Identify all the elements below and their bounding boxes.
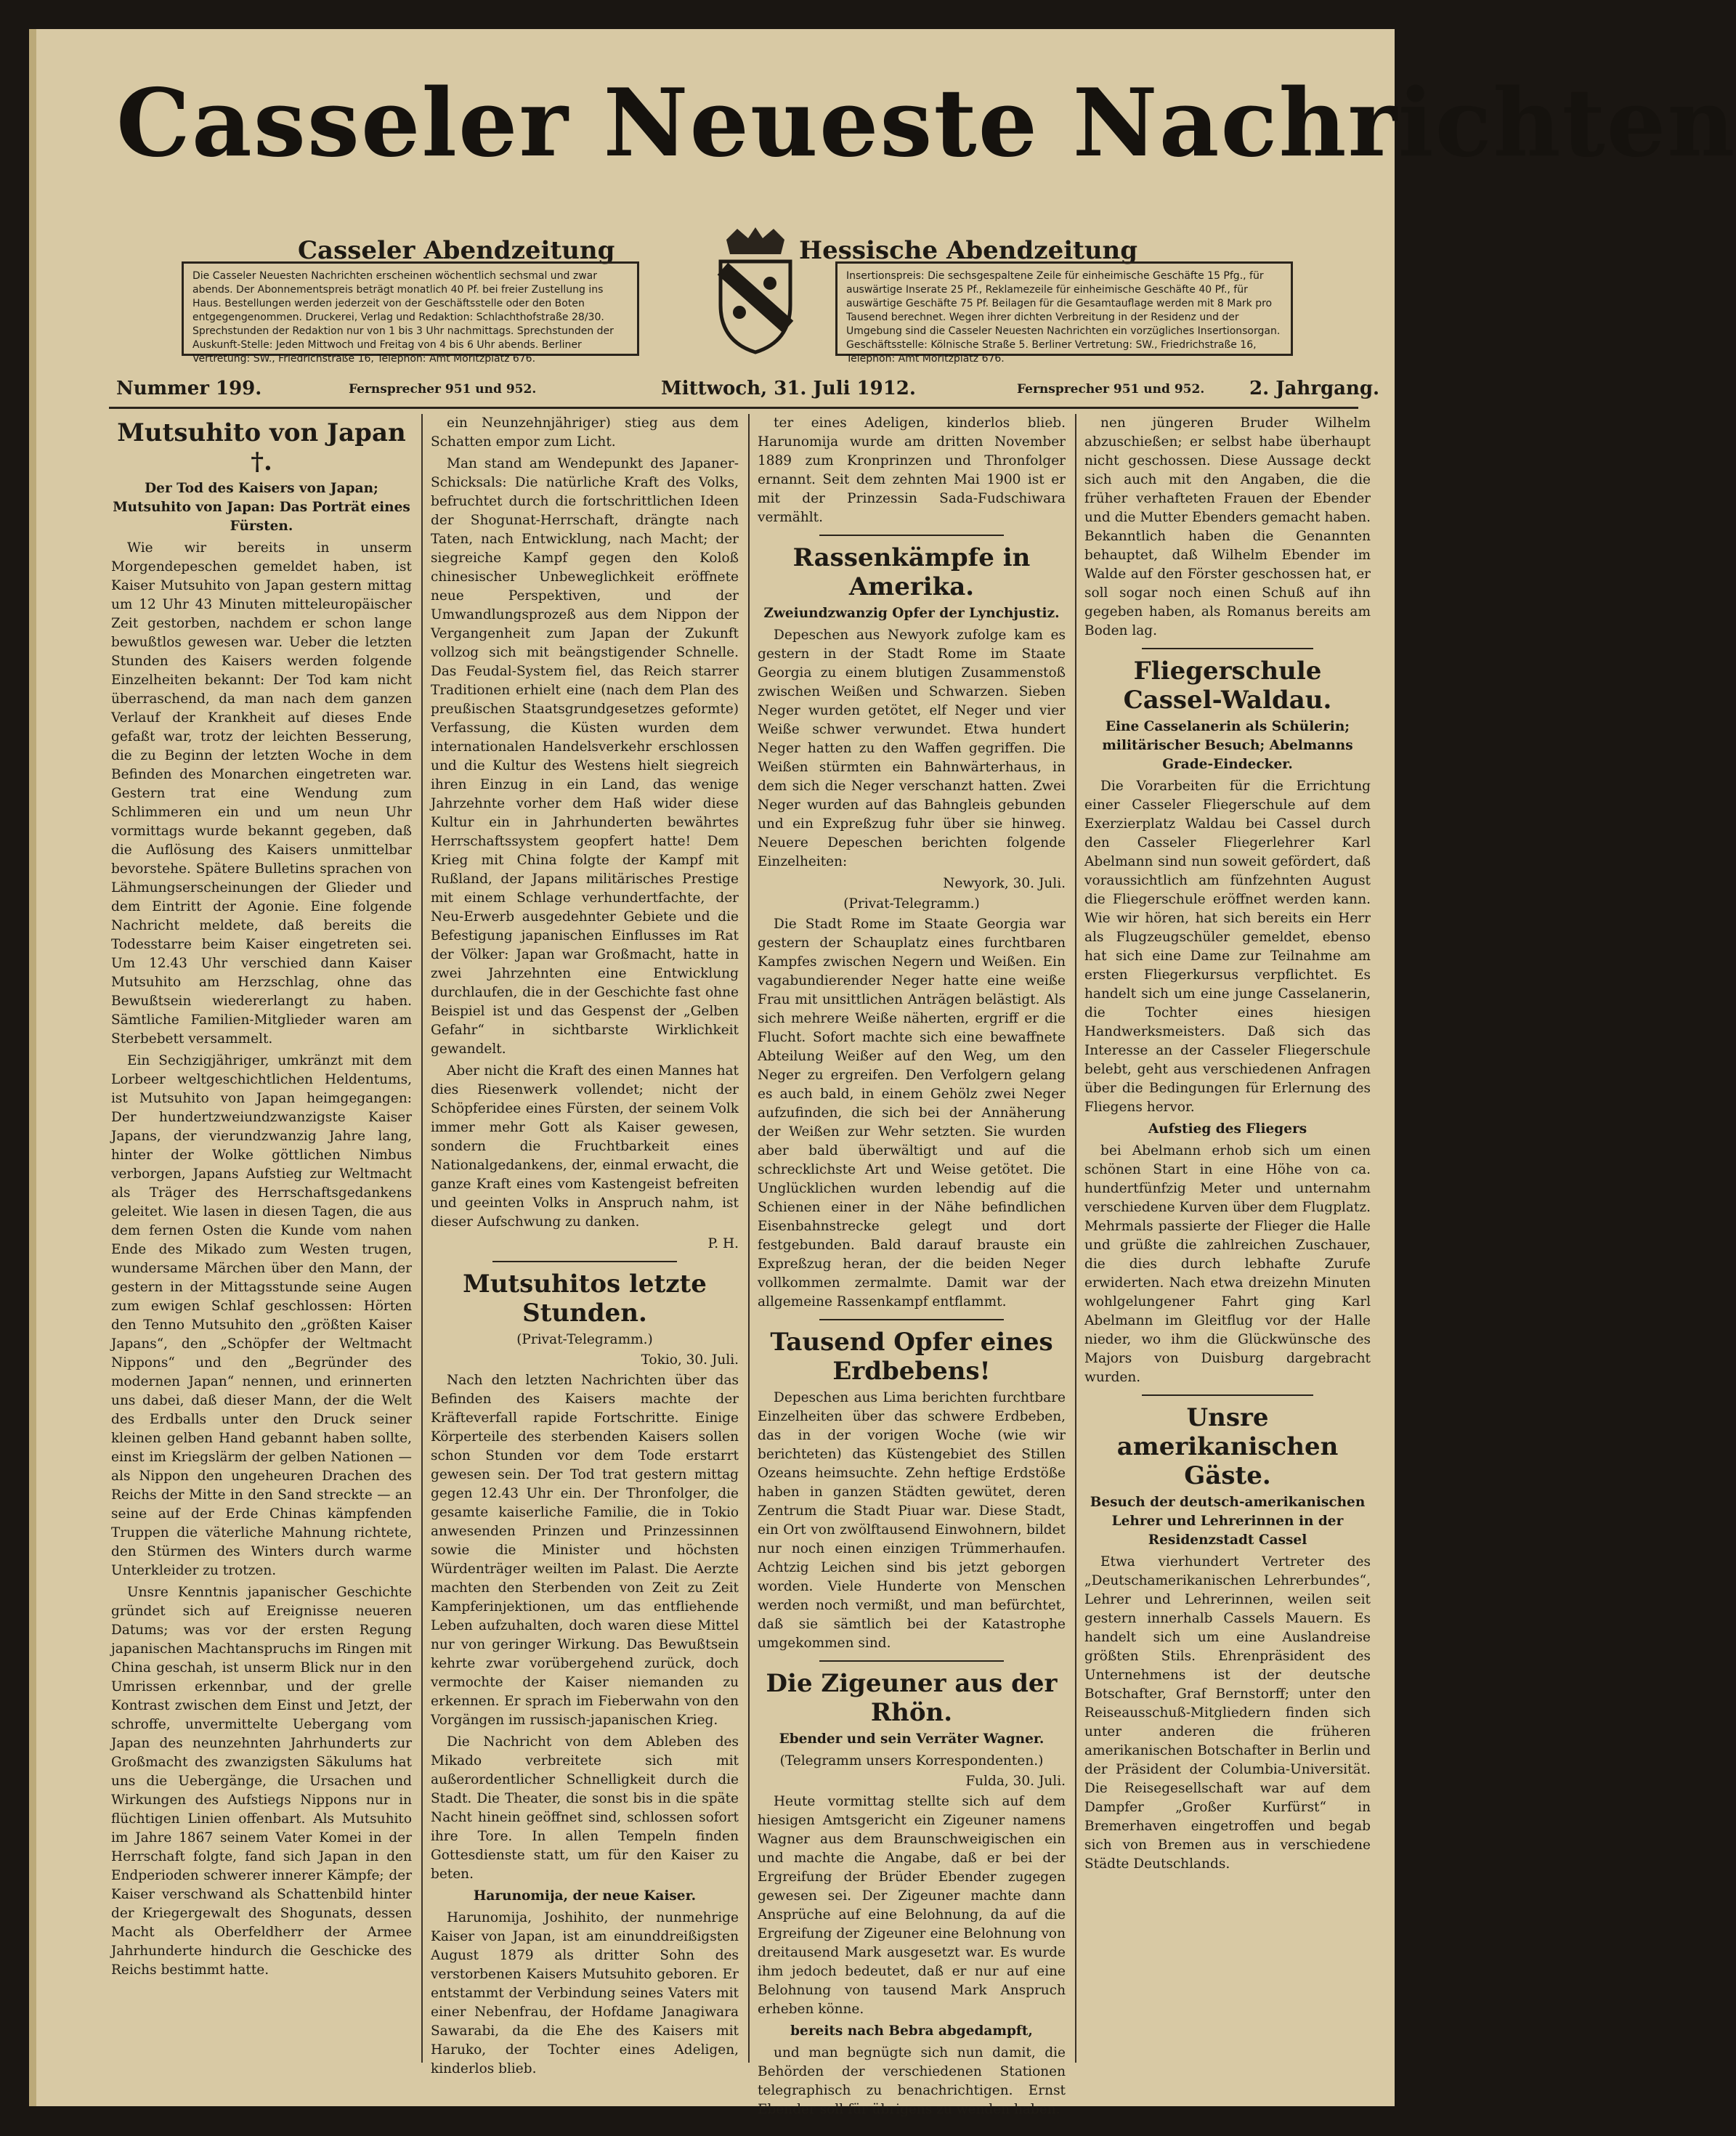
telegram-note: (Privat-Telegramm.) [843, 896, 980, 911]
article-paragraph: Die Nachricht von dem Ableben des Mikado verbreitete sich mit außerordentlicher Schnelligkeit durch die Stadt. Die Theater, die sonst bis in die späte Nacht hinein geöffnet sind, schlossen sofort ihre Tore. In allen Tempeln finden Gottesdienste statt, um für den Kaiser zu beten. [431, 1734, 739, 1882]
column-rule [748, 414, 750, 2063]
article-paragraph: Die Vorarbeiten für die Errichtung einer Casseler Fliegerschule auf dem Exerzierplatz Waldau bei Cassel durch den Casseler Fliegerlehrer Karl Abelmann sind nun soweit gefördert, daß voraussichtlich am fünfzehnten August die Fliegerschule eröffnet werden kann. Wie wir hören, hat sich bereits ein Herr als Flugzeugschüler gemeldet, ebenso hat sich eine Dame zur Teilnahme am ersten Fliegerkursus verpflichtet. Es handelt sich um eine junge Casselanerin, die Tochter eines hiesigen Handwerksmeisters. Daß sich das Interesse an der Casseler Fliegerschule belebt, geht aus verschiedenen Anfragen über die Bedingungen für Erlernung des Fliegens hervor. [1084, 779, 1371, 1115]
article-paragraph: Harunomija, Joshihito, der nunmehrige Kaiser von Japan, ist am einunddreißigsten August 1879 als dritter Sohn des verstorbenen Kaisers Mutsuhito geboren. Er entstammt der Verbindung seines Vaters mit einer Nebenfrau, der Hofdame Janagiwara Sawarabi, da die Ehe des Kaisers mit Haruko, der Tochter eines Adeligen, kinderlos blieb. [431, 1910, 739, 2076]
headline-american-guests: Unsre amerikanischen Gäste. [1116, 1403, 1339, 1490]
issue-line [109, 370, 1380, 409]
column-3 [752, 414, 1071, 2117]
article-signature: P. H. [707, 1236, 739, 1251]
deck-gypsies: Ebender und sein Verräter Wagner. [779, 1731, 1045, 1747]
issue-number: Nummer 199. [116, 378, 262, 399]
divider [1142, 648, 1313, 649]
article-paragraph: ter eines Adeligen, kinderlos blieb. Harunomija wurde am dritten November 1889 zum Kronprinzen und Thronfolger ernannt. Seit dem zehnten Mai 1900 ist er mit der Prinzessin Sada-Fudschiwara vermählt. [758, 415, 1066, 525]
headline-flying-school: Fliegerschule Cassel-Waldau. [1123, 657, 1332, 715]
article-paragraph: Aber nicht die Kraft des einen Mannes hat dies Riesenwerk vollendet; nicht der Schöpferidee eines Fürsten, der seinem Volk immer mehr Gott als Kaiser gewesen, sondern die Fruchtbarkeit eines Nationalgedankens, der, einmal erwacht, die ganze Kraft eines vom Kastengeist befreiten und geeinten Volks in Anspruch nahm, ist dieser Aufschwung zu danken. [431, 1063, 739, 1230]
issue-date: Mittwoch, 31. Juli 1912. [661, 378, 916, 399]
article-paragraph: Nach den letzten Nachrichten über das Befinden des Kaisers machte der Kräfteverfall rapide Fortschritte. Einige Körperteile des sterbenden Kaisers sollen schon Stunden vor dem Tode erstarrt gewesen sein. Der Tod trat gestern mittag gegen 12.43 Uhr ein. Der Thronfolger, die gesamte kaiserliche Familie, die in Tokio anwesenden Prinzen und Prinzessinnen sowie die Minister und höchsten Würdenträger weilten im Palast. Die Aerzte machten den Sterbenden von Zeit zu Zeit Kampferinjektionen, um das entfliehende Leben aufzuhalten, doch waren diese Mittel nur von geringer Wirkung. Das Bewußtsein kehrte zwar vorübergehend zurück, doch vermochte der Kaiser niemanden zu erkennen. Er sprach im Fieberwahn von den Vorgängen im russisch-japanischen Krieg. [431, 1373, 739, 1728]
article-paragraph: Ein Sechzigjähriger, umkränzt mit dem Lorbeer weltgeschichtlichen Heldentums, ist Mutsuhito von Japan heimgegangen: Der hundertzweiundzwanzigste Kaiser Japans, der vierundzwanzig Jahre lang, hinter der Wolke göttlichen Nimbus verborgen, Japans Aufstieg zur Weltmacht als Träger des Herrschaftsgedankens geleitet. Wie lasen in diesen Tagen, die aus dem fernen Osten die Kunde vom nahen Ende des Mikado zum Westen trugen, wundersame Märchen über den Mann, der gestern in der Mittagsstunde seine Augen zum ewigen Schlaf geschlossen: Hörten den Tenno Mutsuhito den „größten Kaiser Japans“, den „Schöpfer der Weltmacht Nippons“ und den „Begründer des modernen Japan“ nennen, und erinnerten uns dabei, daß dieser Mann, der die Welt des Erdballs unter den Druck seiner kleinen gelben Hand gebannt haben sollte, einst im Kriegslärm der gelben Nationen — als Nippon den ungeheuren Drachen des Reichs der Mitte in den Sand streckte — an seine auf der Erde Chinas kämpfenden Truppen die väterliche Mahnung richtete, den Stürmen des Winters durch warme Unterkleider zu trotzen. [111, 1053, 412, 1578]
dateline: Tokio, 30. Juli. [641, 1352, 739, 1368]
article-paragraph: Man stand am Wendepunkt des Japaner-Schicksals: Die natürliche Kraft des Volks, befruchtet durch die fortschrittlichen Ideen der Shogunat-Herrschaft, drängte nach Taten, nach Entwicklung, nach Macht; der siegreiche Kampf gegen den Koloß chinesischer Unbeweglichkeit eröffnete neue Perspektiven, und der Umwandlungsprozeß aus dem Nippon der Vergangenheit zum Japan der Zukunft vollzog sich mit beängstigender Schnelle. Das Feudal-System fiel, das Reich starrer Traditionen erhielt eine (nach dem Plan des preußischen Staatsgrundgesetzes geformte) Verfassung, die Küsten wurden dem internationalen Handelsverkehr erschlossen und die Kultur des Westens hielt siegreich ihren Einzug in ein Land, das wenige Jahrzehnte vorher dem Haß wider diese Kultur ein in Jahrhunderten bewährtes Herrschaftssystem geopfert hatte! Dem Krieg mit China folgte der Kampf mit Rußland, der Japans militärisches Prestige mit einem Schlage verhundertfachte, der Neu-Erwerb ausgedehnter Gebiete und die Befestigung japanischen Einflusses im Rat der Völker: Japan war Großmacht, hatte in zwei Jahrzehnten eine Entwicklung durchlaufen, die in der Geschichte fast ohne Beispiel ist und das Gespenst der „Gelben Gefahr“ in sichtbarste Wirklichkeit gewandelt. [431, 456, 739, 1057]
advertising-info-box: Insertionspreis: Die sechsgespaltene Zeile für einheimische Geschäfte 15 Pfg., für auswärtige Inserate 25 Pf., Reklamezeile für einheimische Geschäfte 40 Pf., für auswärtige Geschäfte 75 Pf. Beilagen für die Gesamtauflage werden mit 8 Mark pro Tausend berechnet. Wegen ihrer dichten Verbreitung in der Residenz und der Umgebung sind die Casseler Neuesten Nachrichten ein vorzügliches Insertionsorgan. Geschäftsstelle: Kölnische Straße 5. Berliner Vertretung: SW., Friedrichstraße 16, Telephon: Amt Moritzplatz 676. [835, 261, 1293, 356]
column-4 [1079, 414, 1376, 2063]
coat-of-arms-icon [705, 225, 806, 356]
dateline: Fulda, 30. Juli. [965, 1774, 1066, 1789]
article-paragraph: und man begnügte sich nun damit, die Behörden der verschiedenen Stationen telegraphisch zu benachrichtigen. Ernst Ebender soll für übrigens zu wenden haben. [758, 2045, 1066, 2117]
telegram-note: (Telegramm unsers Korrespondenten.) [779, 1753, 1044, 1769]
divider [492, 1261, 677, 1262]
telegram-note: (Privat-Telegramm.) [516, 1332, 653, 1347]
subtitle-right: Hessische Abendzeitung [799, 236, 1138, 265]
column-1 [105, 414, 418, 2063]
article-paragraph: Depeschen aus Newyork zufolge kam es gestern in der Stadt Rome im Staate Georgia zu einem blutigen Zusammenstoß zwischen Weißen und Schwarzen. Sieben Neger wurden getötet, elf Neger und vier Weiße schwer verwundet. Etwa hundert Neger hatten zu den Waffen gegriffen. Die Weißen stürmten ein Bahnwärterhaus, in dem sich die Neger verschanzt hatten. Zwei Neger wurden auf das Bahngleis gebunden und ein Expreßzug fuhr über sie hinweg. Neuere Depeschen berichten folgende Einzelheiten: [758, 628, 1066, 869]
headline-race-riots: Rassenkämpfe in Amerika. [792, 543, 1031, 601]
article-paragraph: ein Neunzehnjähriger) stieg aus dem Schatten empor zum Licht. [431, 415, 739, 450]
article-paragraph: Wie wir bereits in unserm Morgendepeschen gemeldet haben, ist Kaiser Mutsuhito von Japan gestern mittag um 12 Uhr 43 Minuten mitteleuropäischer Zeit gestorben, nachdem er schon lange bewußtlos gewesen war. Ueber die letzten Stunden des Kaisers werden folgende Einzelheiten bekannt: Der Tod kam nicht überraschend, da man nach dem ganzen Verlauf der Krankheit auf dieses Ende gefaßt war, trotz der leichten Besserung, die zu Beginn der letzten Woche in dem Befinden des Monarchen eingetreten war. Gestern trat eine Wendung zum Schlimmeren ein und um neun Uhr vormittags wurde bekannt gegeben, daß die Auflösung des Kaisers unmittelbar bevorstehe. Spätere Bulletins sprachen von Lähmungserscheinungen der Glieder und dem Eintritt der Agonie. Eine folgende Nachricht meldete, daß bereits die Todesstarre beim Kaiser eingetreten sei. Um 12.43 Uhr verschied dann Kaiser Mutsuhito am Herzschlag, ohne das Bewußtsein wiedererlangt zu haben. Sämtliche Familien-Mitglieder waren am Sterbebett versammelt. [111, 540, 412, 1047]
deck-flying-school: Eine Casselanerin als Schülerin; militärischer Besuch; Abelmanns Grade-Eindecker. [1102, 719, 1353, 772]
column-2 [425, 414, 745, 2076]
volume: 2. Jahrgang. [1249, 378, 1380, 399]
binding-edge [29, 29, 36, 2106]
divider [819, 1319, 1004, 1320]
phone-right: Fernsprecher 951 und 952. [1017, 382, 1205, 397]
headline-last-hours: Mutsuhitos letzte Stunden. [463, 1270, 707, 1328]
article-paragraph: bei Abelmann erhob sich um einen schönen Start in eine Höhe von ca. hundertfünfzig Meter und unternahm verschiedene Kurven über dem Flugplatz. Mehrmals passierte der Flieger die Halle und grüßte die zahlreichen Zuschauer, die dies durch lebhafte Zurufe erwiderten. Nach etwa dreizehn Minuten wohlgelungener Fahrt ging Karl Abelmann im Gleitflug vor der Halle nieder, wo ihm die Glückwünsche des Majors von Duisburg dargebracht wurden. [1084, 1143, 1371, 1385]
masthead-title: Casseler Neueste Nachrichten [116, 69, 1736, 178]
subscription-info-box: Die Casseler Neuesten Nachrichten erscheinen wöchentlich sechsmal und zwar abends. Der Abonnementspreis beträgt monatlich 40 Pf. bei freier Zustellung ins Haus. Bestellungen werden jederzeit von der Geschäftsstelle oder den Boten entgegengenommen. Druckerei, Verlag und Redaktion: Schlachthofstraße 28/30. Sprechstunden der Redaktion nur von 1 bis 3 Uhr nachmittags. Sprechstunden der Auskunft-Stelle: Jeden Mittwoch und Freitag von 4 bis 6 Uhr abends. Berliner Vertretung: SW., Friedrichstraße 16, Telephon: Amt Moritzplatz 676. [182, 261, 639, 356]
subhead-ascent: Aufstieg des Fliegers [1148, 1121, 1307, 1137]
deck-race-riots: Zweiundzwanzig Opfer der Lynchjustiz. [763, 606, 1060, 621]
divider [819, 1660, 1004, 1662]
article-paragraph: Unsre Kenntnis japanischer Geschichte gründet sich auf Ereignisse neueren Datums; was vor der ersten Regung japanischen Machtanspruchs im Ringen mit China geschah, ist unserm Blick nur in den Umrissen erkennbar, und der grelle Kontrast zwischen dem Einst und Jetzt, der schroffe, unvermittelte Uebergang vom Japan des neunzehnten Jahrhunderts zur Großmacht des zwanzigsten Säkulums hat uns die Uebergänge, die Ursachen und Wirkungen des Aufstiegs Nippons nur in flüchtigen Linien offenbart. Als Mutsuhito im Jahre 1867 seinem Vater Komei in der Herrschaft folgte, fand sich Japan in den Endperioden schwerer innerer Kämpfe; der Kaiser verschwand als Schattenbild hinter der Kriegergewalt des Shogunats, dessen Macht als Oberfeldherr der Armee Jahrhunderte hindurch die Geschicke des Reichs bestimmt hatte. [111, 1585, 412, 1978]
column-rule [421, 414, 423, 2063]
column-rule [1075, 414, 1076, 2063]
deck-american-guests: Besuch der deutsch-amerikanischen Lehrer und Lehrerinnen in der Residenzstadt Cassel [1090, 1495, 1366, 1548]
article-paragraph: Etwa vierhundert Vertreter des „Deutschamerikanischen Lehrerbundes“, Lehrer und Lehrerinnen, weilen seit gestern innerhalb Cassels Mauern. Es handelt sich um eine Auslandreise größten Stils. Ehrenpräsident des Unternehmens ist der deutsche Botschafter, Graf Bernstorff; unter den Reiseausschuß-Mitgliedern finden sich unter anderen die früheren amerikanischen Botschafter in Berlin und der Präsident der Columbia-Universität. Die Reisegesellschaft war auf dem Dampfer „Großer Kurfürst“ in Bremerhaven eingetroffen und begab sich von Bremen aus in verschiedene Städte Deutschlands. [1084, 1554, 1371, 1872]
article-paragraph: Depeschen aus Lima berichten furchtbare Einzelheiten über das schwere Erdbeben, das in der vorigen Woche (wie wir berichteten) das Küstengebiet des Stillen Ozeans heimsuchte. Zehn heftige Erdstöße haben in ganzen Städten gewütet, deren Zentrum die Stadt Piuar war. Diese Stadt, ein Ort von zwölftausend Einwohnern, bildet nur noch einen einzigen Trümmerhaufen. Achtzig Leichen sind bis jetzt geborgen worden. Viele Hunderte von Menschen werden noch vermißt, und man befürchtet, daß sie sämtlich bei der Katastrophe umgekommen sind. [758, 1390, 1066, 1651]
subhead-new-emperor: Harunomija, der neue Kaiser. [473, 1888, 697, 1904]
article-paragraph: Die Stadt Rome im Staate Georgia war gestern der Schauplatz eines furchtbaren Kampfes zwischen Negern und Weißen. Ein vagabundierender Neger hatte eine weiße Frau mit unsittlichen Anträgen belästigt. Als sich mehrere Weiße näherten, ergriff er die Flucht. Sofort machte sich eine bewaffnete Abteilung Weißer auf den Weg, um den Neger zu ergreifen. Den Verfolgern gelang es auch bald, in einem Gehölz zwei Neger aufzufinden, die sich bei der Annäherung der Weißen zur Wehr setzten. Sie wurden aber bald überwältigt und auf die schrecklichste Art und Weise getötet. Die Unglücklichen wurden lebendig auf die Schienen einer in der Nähe befindlichen Eisenbahnstrecke gelegt und dort festgebunden. Bald darauf brauste ein Expreßzug heran, der die beiden Neger vollkommen zermalmte. Damit war der allgemeine Rassenkampf entflammt. [758, 917, 1066, 1309]
headline-gypsies: Die Zigeuner aus der Rhön. [766, 1669, 1058, 1727]
subtitle-left: Casseler Abendzeitung [298, 236, 615, 265]
headline-mutsuhito: Mutsuhito von Japan †. [117, 418, 406, 476]
article-paragraph: nen jüngeren Bruder Wilhelm abzuschießen; er selbst habe überhaupt nicht geschossen. Diese Aussage deckt sich auch mit den Angaben, die die früher verhafteten Frauen der Ebender und die Mutter Ebenders gemacht haben. Bekanntlich haben die Genannten behauptet, daß Wilhelm Ebender im Walde auf den Förster geschossen hat, er soll sogar noch einen Schuß auf ihn gegeben haben, als Romanus bereits am Boden lag. [1084, 415, 1371, 638]
phone-left: Fernsprecher 951 und 952. [349, 382, 537, 397]
deck-mutsuhito: Der Tod des Kaisers von Japan; Mutsuhito von Japan: Das Porträt eines Fürsten. [113, 481, 410, 534]
headline-earthquake: Tausend Opfer eines Erdbebens! [770, 1328, 1053, 1386]
subhead-bebra: bereits nach Bebra abgedampft, [790, 2023, 1033, 2039]
divider [1142, 1394, 1313, 1396]
divider [819, 535, 1004, 536]
dateline: Newyork, 30. Juli. [943, 876, 1066, 891]
newspaper-page [29, 29, 1736, 2117]
article-paragraph: Heute vormittag stellte sich auf dem hiesigen Amtsgericht ein Zigeuner namens Wagner aus dem Braunschweigischen ein und machte die Angabe, daß er bei der Ergreifung der Brüder Ebender zugegen gewesen sei. Der Zigeuner machte dann Ansprüche auf eine Belohnung, da auf die Ergreifung der Zigeuner eine Belohnung von dreitausend Mark ausgesetzt war. Es wurde ihm jedoch bedeutet, daß er nur auf eine Belohnung von tausend Mark Anspruch erheben könne. [758, 1794, 1066, 2017]
